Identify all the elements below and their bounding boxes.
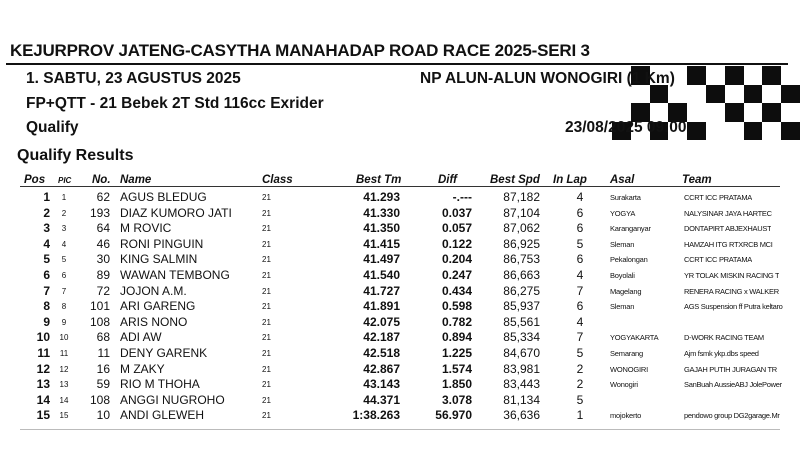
rider-team: CCRT ICC PRATAMA — [684, 193, 752, 202]
page-title: KEJURPROV JATENG-CASYTHA MANAHADAP ROAD RACE 2025-SERI 3 — [10, 41, 590, 60]
rider-team: pendowo group DG2garage.Mr — [684, 411, 780, 421]
rider-class: 21 — [262, 239, 271, 249]
rider-origin: Magelang — [610, 286, 642, 296]
rider-team: RENERA RACING x WALKER — [684, 286, 779, 296]
rider-team: SanBuah AussieABJ JolePower — [684, 380, 782, 390]
best-time: 41.540 — [363, 268, 400, 282]
time-diff: 0.037 — [441, 205, 472, 220]
best-time: 44.371 — [363, 392, 400, 407]
table-row — [0, 315, 800, 330]
best-speed: 83,443 — [503, 377, 540, 392]
event-date: 1. SABTU, 23 AGUSTUS 2025 — [26, 70, 241, 87]
rider-origin: YOGYAKARTA — [610, 333, 659, 343]
rider-number: 11 — [97, 346, 110, 360]
result-pic: 14 — [59, 395, 69, 405]
rider-name: ANDI GLEWEH — [120, 408, 205, 423]
rider-name: ADI AW — [120, 330, 162, 345]
result-pos: 12 — [36, 361, 50, 376]
result-pos: 5 — [43, 252, 50, 267]
result-pos: 10 — [36, 330, 50, 345]
rider-class: 21 — [262, 395, 271, 405]
result-pos: 6 — [43, 268, 50, 282]
in-lap: 5 — [576, 346, 584, 360]
rider-number: 46 — [96, 236, 110, 251]
rider-class: 21 — [262, 286, 271, 296]
best-time: 41.330 — [363, 205, 400, 220]
time-diff: 0.204 — [441, 252, 472, 267]
table-row — [0, 346, 800, 361]
title-divider — [6, 63, 788, 65]
col-header-best-spd: Best Spd — [490, 174, 540, 186]
best-time: 41.293 — [363, 190, 400, 204]
rider-class: 21 — [262, 255, 271, 265]
col-header-in-lap: In Lap — [553, 174, 587, 186]
in-lap: 4 — [576, 314, 584, 329]
result-pos: 3 — [43, 221, 50, 236]
best-time: 41.891 — [363, 299, 400, 314]
rider-class: 21 — [262, 380, 271, 390]
best-speed: 83,981 — [503, 361, 540, 376]
col-header-pic: PIC — [58, 176, 72, 185]
in-lap: 7 — [576, 283, 584, 298]
time-diff: 0.122 — [441, 236, 472, 251]
result-pos: 11 — [37, 346, 50, 360]
table-row — [0, 268, 800, 283]
best-speed: 85,937 — [503, 299, 540, 314]
best-speed: 86,925 — [503, 236, 540, 251]
best-speed: 36,636 — [503, 408, 540, 423]
rider-class: 21 — [262, 224, 271, 234]
best-time: 41.727 — [363, 283, 400, 298]
rider-number: 64 — [96, 221, 110, 236]
rider-number: 108 — [89, 392, 110, 407]
best-speed: 84,670 — [503, 346, 540, 360]
result-pos: 4 — [43, 236, 50, 251]
rider-number: 10 — [96, 408, 110, 423]
best-speed: 87,104 — [503, 205, 540, 220]
best-time: 42.075 — [363, 314, 400, 329]
in-lap: 1 — [576, 408, 584, 423]
rider-number: 59 — [96, 377, 110, 392]
col-header-team: Team — [682, 174, 712, 186]
best-time: 1:38.263 — [352, 408, 400, 423]
time-diff: 0.782 — [441, 314, 472, 329]
rider-name: RIO M THOHA — [120, 377, 200, 392]
rider-origin: WONOGIRI — [610, 364, 648, 374]
rider-class: 21 — [262, 193, 271, 202]
rider-name: WAWAN TEMBONG — [120, 268, 230, 282]
rider-number: 72 — [96, 283, 110, 298]
best-speed: 87,182 — [503, 190, 540, 204]
header-divider — [20, 186, 780, 187]
col-header-pos: Pos — [24, 174, 46, 186]
in-lap: 2 — [576, 361, 584, 376]
best-time: 43.143 — [363, 377, 400, 392]
result-pic: 13 — [59, 380, 69, 390]
best-time: 41.350 — [363, 221, 400, 236]
time-diff: 1.850 — [441, 377, 472, 392]
rider-origin: Sleman — [610, 302, 635, 312]
rider-class: 21 — [262, 208, 271, 218]
col-header-diff: Diff — [438, 174, 457, 186]
result-pos: 15 — [36, 408, 50, 423]
rider-origin: mojokerto — [610, 411, 642, 421]
best-speed: 85,334 — [503, 330, 540, 345]
col-header-name: Name — [120, 174, 152, 186]
rider-origin: Boyolali — [610, 271, 635, 280]
in-lap: 5 — [576, 236, 584, 251]
in-lap: 6 — [576, 205, 584, 220]
in-lap: 7 — [576, 330, 584, 345]
best-speed: 87,062 — [503, 221, 540, 236]
result-pos: 14 — [36, 392, 50, 407]
result-pic: 5 — [61, 255, 67, 265]
result-pos: 9 — [43, 314, 50, 329]
rider-team: DONTAPIRT ABJEXHAUST — [684, 224, 772, 234]
table-row — [0, 237, 800, 252]
best-speed: 85,561 — [503, 314, 540, 329]
in-lap: 6 — [576, 221, 584, 236]
table-row — [0, 190, 800, 205]
rider-class: 21 — [262, 317, 271, 327]
result-pic: 1 — [61, 193, 67, 202]
col-header-class: Class — [262, 174, 293, 186]
rider-number: 68 — [96, 330, 110, 345]
rider-number: 62 — [96, 190, 110, 204]
table-row — [0, 362, 800, 377]
rider-name: DIAZ KUMORO JATI — [120, 205, 232, 220]
rider-name: RONI PINGUIN — [120, 236, 204, 251]
table-row — [0, 206, 800, 221]
rider-number: 108 — [89, 314, 110, 329]
best-speed: 86,663 — [503, 268, 540, 282]
rider-name: DENY GARENK — [120, 346, 208, 360]
rider-class: 21 — [262, 333, 271, 343]
time-diff: 0.598 — [441, 299, 472, 314]
in-lap: 4 — [576, 268, 584, 282]
result-pic: 11 — [59, 349, 69, 358]
rider-team: D-WORK RACING TEAM — [684, 333, 764, 343]
results-heading: Qualify Results — [17, 147, 134, 164]
rider-team: GAJAH PUTIH JURAGAN TR — [684, 364, 777, 374]
table-row — [0, 284, 800, 299]
in-lap: 5 — [576, 392, 584, 407]
time-diff: 1.225 — [441, 346, 472, 360]
rider-origin: Surakarta — [610, 193, 641, 202]
col-header-asal: Asal — [610, 174, 635, 186]
rider-name: AGUS BLEDUG — [120, 190, 207, 204]
result-pic: 9 — [61, 317, 67, 327]
rider-name: JOJON A.M. — [120, 283, 187, 298]
race-class: FP+QTT - 21 Bebek 2T Std 116cc Exrider — [26, 95, 324, 112]
rider-origin: YOGYA — [610, 208, 636, 218]
time-diff: 3.078 — [441, 392, 472, 407]
result-pos: 13 — [36, 377, 50, 392]
result-pic: 15 — [59, 411, 69, 421]
rider-origin: Pekalongan — [610, 255, 648, 265]
result-pic: 4 — [61, 239, 67, 249]
result-pic: 8 — [61, 302, 67, 312]
rider-origin: Wonogiri — [610, 380, 638, 390]
best-speed: 86,753 — [503, 252, 540, 267]
rider-origin: Sleman — [610, 239, 635, 249]
result-pos: 7 — [43, 283, 50, 298]
time-diff: 1.574 — [441, 361, 472, 376]
rider-name: ARIS NONO — [120, 314, 188, 329]
result-pic: 10 — [59, 333, 69, 343]
time-diff: -.--- — [452, 190, 472, 204]
table-row — [0, 252, 800, 267]
rider-class: 21 — [262, 364, 271, 374]
rider-team: YR TOLAK MISKIN RACING T — [684, 271, 780, 280]
time-diff: 0.434 — [441, 283, 472, 298]
result-pos: 8 — [43, 299, 50, 314]
rider-name: KING SALMIN — [120, 252, 198, 267]
rider-class: 21 — [262, 411, 271, 421]
rider-team: AGS Suspension ff Putra keltaro — [684, 302, 783, 312]
session-name: Qualify — [26, 119, 79, 136]
in-lap: 6 — [576, 252, 584, 267]
in-lap: 4 — [576, 190, 584, 204]
rider-number: 16 — [96, 361, 110, 376]
result-pos: 2 — [43, 205, 50, 220]
rider-class: 21 — [262, 349, 271, 358]
time-diff: 0.057 — [441, 221, 472, 236]
table-bottom-divider — [20, 429, 780, 430]
time-diff: 0.894 — [441, 330, 472, 345]
table-row — [0, 299, 800, 314]
best-speed: 86,275 — [503, 283, 540, 298]
rider-team: HAMZAH ITG RTXRCB MCI — [684, 239, 773, 249]
time-diff: 0.247 — [441, 268, 472, 282]
table-row — [0, 408, 800, 423]
table-row — [0, 393, 800, 408]
time-diff: 56.970 — [435, 408, 472, 423]
rider-number: 30 — [96, 252, 110, 267]
in-lap: 2 — [576, 377, 584, 392]
result-pic: 12 — [59, 364, 69, 374]
result-pic: 6 — [61, 271, 67, 280]
result-pic: 2 — [61, 208, 67, 218]
rider-class: 21 — [262, 302, 271, 312]
table-row — [0, 330, 800, 345]
rider-name: M ROVIC — [120, 221, 172, 236]
venue-name: NP ALUN-ALUN WONOGIRI (1 Km) — [420, 70, 675, 87]
col-header-no: No. — [92, 174, 111, 186]
session-timestamp: 23/08/2025 09:00 — [565, 119, 687, 136]
table-row — [0, 377, 800, 392]
best-time: 41.415 — [363, 236, 400, 251]
rider-number: 89 — [96, 268, 110, 282]
col-header-best-tm: Best Tm — [356, 174, 402, 186]
rider-origin: Karanganyar — [610, 224, 651, 234]
result-pic: 7 — [61, 286, 67, 296]
rider-number: 193 — [89, 205, 110, 220]
best-time: 41.497 — [363, 252, 400, 267]
best-time: 42.187 — [363, 330, 400, 345]
rider-name: ANGGI NUGROHO — [120, 392, 225, 407]
result-pos: 1 — [43, 190, 50, 204]
in-lap: 6 — [576, 299, 584, 314]
rider-team: CCRT ICC PRATAMA — [684, 255, 752, 265]
table-row — [0, 221, 800, 236]
rider-number: 101 — [89, 299, 110, 314]
rider-team: NALYSINAR JAYA HARTEC — [684, 208, 772, 218]
rider-name: ARI GARENG — [120, 299, 196, 314]
best-time: 42.518 — [363, 346, 400, 360]
best-time: 42.867 — [363, 361, 400, 376]
best-speed: 81,134 — [503, 392, 540, 407]
result-pic: 3 — [61, 224, 67, 234]
rider-name: M ZAKY — [120, 361, 165, 376]
rider-origin: Semarang — [610, 349, 644, 358]
rider-class: 21 — [262, 271, 271, 280]
rider-team: Ajm fsmk ykp.dbs speed — [684, 349, 759, 358]
